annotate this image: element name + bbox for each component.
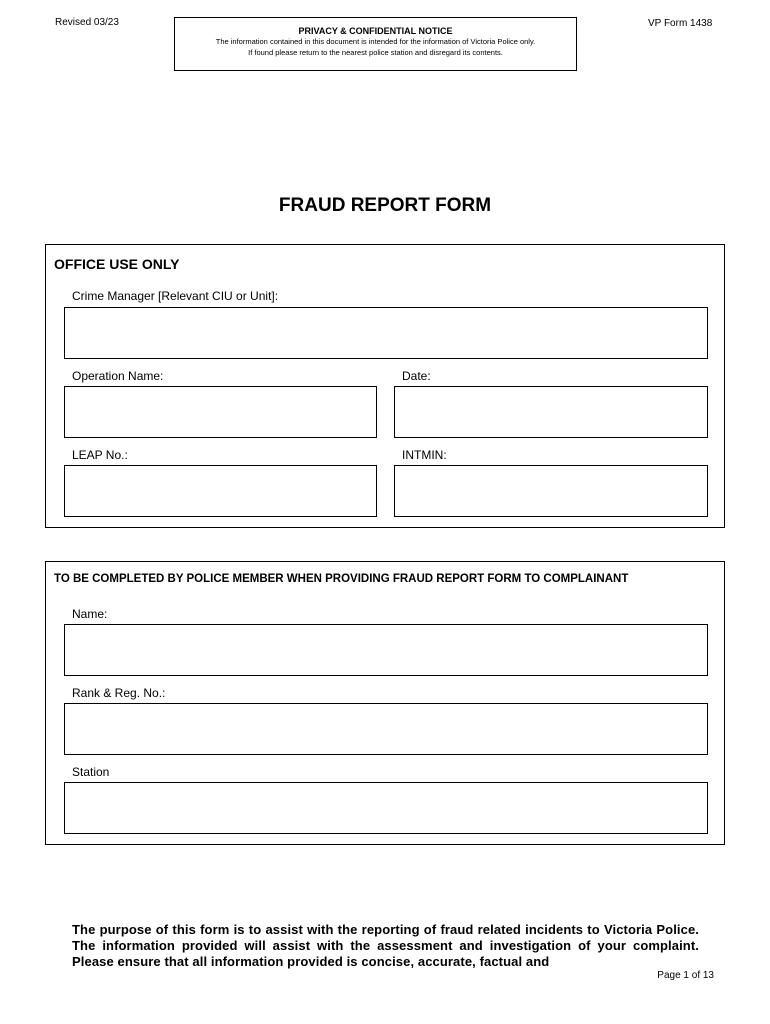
station-field[interactable] bbox=[64, 782, 708, 834]
page-number: Page 1 of 13 bbox=[657, 970, 714, 981]
office-use-heading: OFFICE USE ONLY bbox=[54, 256, 180, 272]
page-title: FRAUD REPORT FORM bbox=[278, 195, 492, 216]
police-member-section bbox=[45, 561, 725, 845]
crime-manager-label: Crime Manager [Relevant CIU or Unit]: bbox=[72, 289, 279, 303]
notice-title: PRIVACY & CONFIDENTIAL NOTICE bbox=[298, 26, 453, 36]
name-field[interactable] bbox=[64, 624, 708, 676]
rank-label: Rank & Reg. No.: bbox=[72, 686, 166, 700]
notice-line-1: The information contained in this document is intended for the information of Victoria Police only. bbox=[215, 37, 536, 46]
operation-name-label: Operation Name: bbox=[72, 369, 164, 383]
rank-field[interactable] bbox=[64, 703, 708, 755]
form-number: VP Form 1438 bbox=[648, 18, 713, 29]
purpose-paragraph: The purpose of this form is to assist with the reporting of fraud related incidents to Victoria Police. The information provided will assist with the assessment and investigation of your complaint. Please ensure that all information provided is concise, accurate, factual and bbox=[72, 922, 699, 969]
date-field[interactable] bbox=[394, 386, 708, 438]
crime-manager-field[interactable] bbox=[64, 307, 708, 359]
office-use-section bbox=[45, 244, 725, 528]
leap-label: LEAP No.: bbox=[72, 448, 128, 462]
leap-field[interactable] bbox=[64, 465, 377, 517]
operation-name-field[interactable] bbox=[64, 386, 377, 438]
revised-date: Revised 03/23 bbox=[55, 17, 119, 28]
police-member-heading: TO BE COMPLETED BY POLICE MEMBER WHEN PROVIDING FRAUD REPORT FORM TO COMPLAINANT bbox=[54, 573, 629, 585]
intmin-label: INTMIN: bbox=[402, 448, 447, 462]
privacy-notice bbox=[174, 17, 577, 71]
name-label: Name: bbox=[72, 607, 108, 621]
notice-line-2: If found please return to the nearest police station and disregard its contents. bbox=[248, 48, 503, 57]
intmin-field[interactable] bbox=[394, 465, 708, 517]
station-label: Station bbox=[72, 765, 110, 779]
date-label: Date: bbox=[402, 369, 431, 383]
